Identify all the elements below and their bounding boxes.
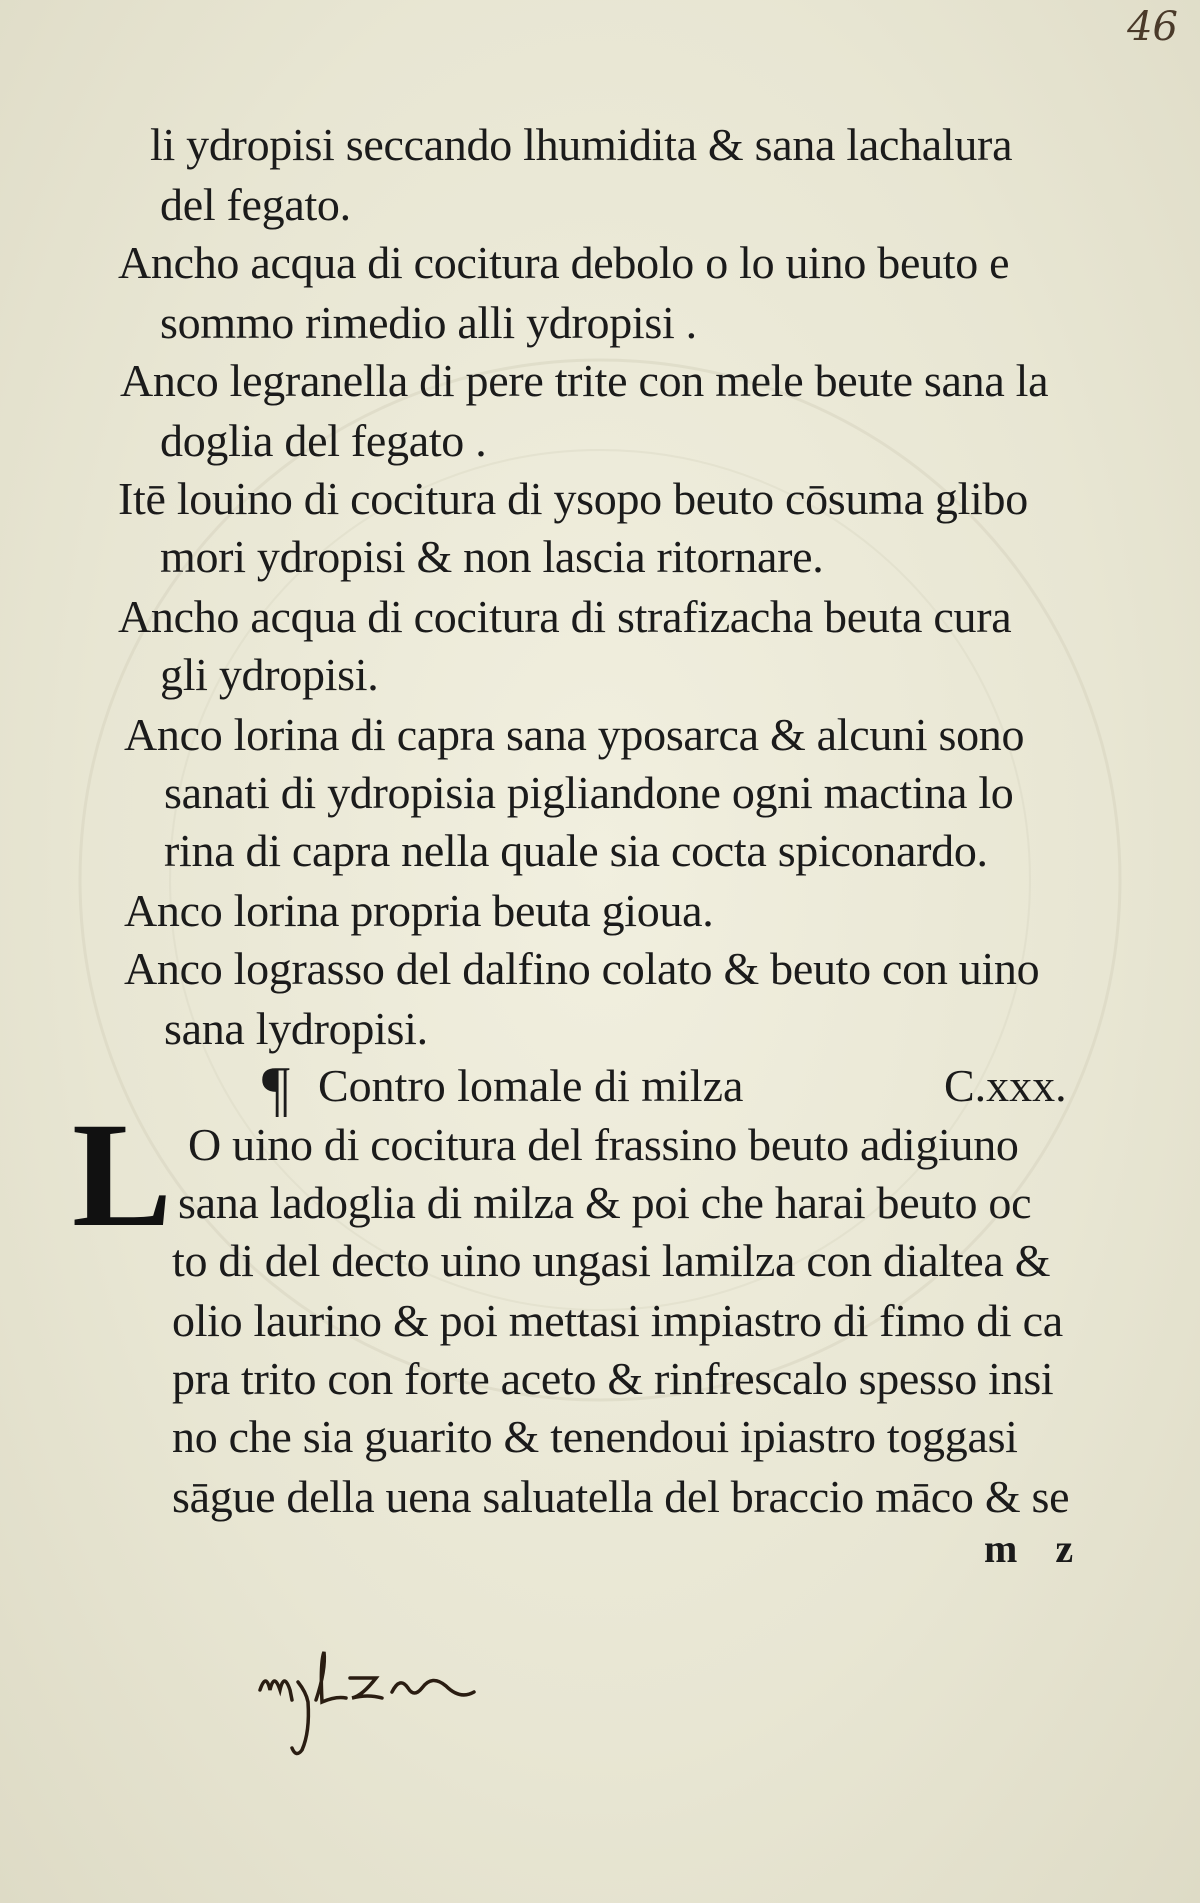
chapter-number: C.xxx.	[944, 1060, 1067, 1111]
text-line: Ancho acqua di cocitura debolo o lo uino beuto e	[118, 237, 1010, 288]
text-line: del fegato.	[160, 179, 351, 230]
text-line: pra trito con forte aceto & rinfrescalo spesso insi	[172, 1353, 1054, 1404]
drop-initial: L	[72, 1092, 173, 1258]
folio-number: 46	[1127, 4, 1178, 50]
text-line: mori ydropisi & non lascia ritornare.	[160, 531, 824, 582]
text-line: Anco lorina di capra sana yposarca & alcuni sono	[124, 709, 1025, 760]
handwritten-note	[250, 1630, 490, 1760]
text-line: sanati di ydropisia pigliandone ogni mactina lo	[164, 767, 1014, 818]
text-line: rina di capra nella quale sia cocta spiconardo.	[164, 825, 988, 876]
text-line: olio laurino & poi mettasi impiastro di fimo di ca	[172, 1295, 1063, 1346]
text-line: no che sia guarito & tenendoui ipiastro toggasi	[172, 1411, 1018, 1462]
text-line: Anco lograsso del dalfino colato & beuto con uino	[124, 943, 1040, 994]
pilcrow-mark: ¶	[262, 1055, 291, 1123]
text-line: sāgue della uena saluatella del braccio māco & se	[172, 1471, 1070, 1522]
text-line: sommo rimedio alli ydropisi .	[160, 297, 697, 348]
text-line: doglia del fegato .	[160, 415, 487, 466]
text-line: sana lydropisi.	[164, 1003, 428, 1054]
signature-mark: m z	[984, 1526, 1088, 1571]
text-line: Itē louino di cocitura di ysopo beuto cōsuma glibo	[118, 473, 1028, 524]
text-line: sana ladoglia di milza & poi che harai beuto oc	[178, 1177, 1032, 1228]
text-line: Ancho acqua di cocitura di strafizacha beuta cura	[118, 591, 1012, 642]
text-line: O uino di cocitura del frassino beuto adigiuno	[188, 1119, 1019, 1170]
chapter-heading: Contro lomale di milza	[318, 1060, 744, 1111]
text-line: li ydropisi seccando lhumidita & sana lachalura	[150, 119, 1013, 170]
text-line: Anco lorina propria beuta gioua.	[124, 885, 714, 936]
text-line: to di del decto uino ungasi lamilza con dialtea &	[172, 1235, 1051, 1286]
text-line: gli ydropisi.	[160, 649, 379, 700]
text-line: Anco legranella di pere trite con mele beute sana la	[120, 355, 1049, 406]
